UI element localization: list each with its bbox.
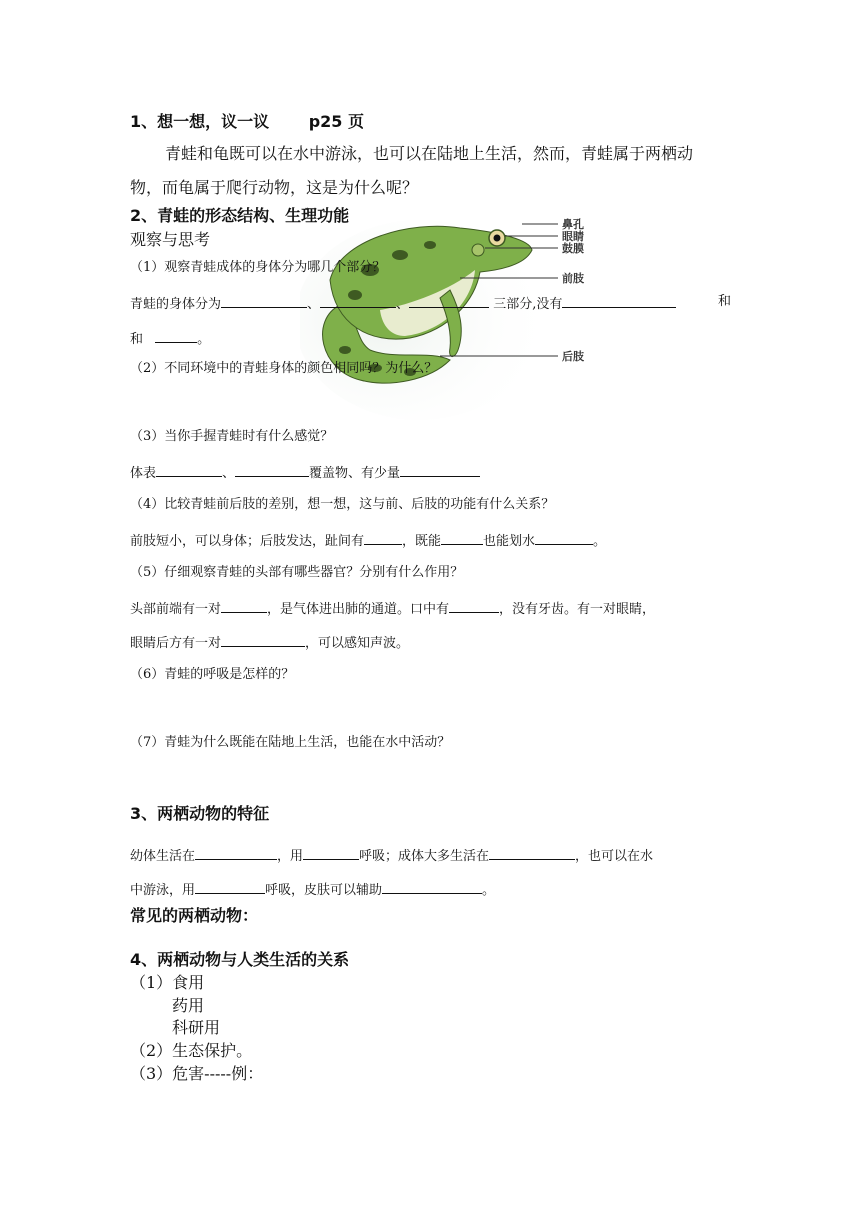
section-1-heading: 1、想一想，议一议: [130, 112, 270, 131]
section-1-title: [130, 114, 364, 130]
section-3-line-1: [130, 847, 653, 863]
relation-item-1: （1）食用: [130, 973, 205, 992]
blank[interactable]: [195, 881, 265, 894]
answer-5-text: ，可以感知声波。: [305, 636, 410, 651]
section-3-text: 呼吸；成体大多生活在: [359, 849, 490, 864]
answer-3: [130, 464, 480, 480]
section-1-paragraph-line-2: 物，而龟属于爬行动物，这是为什么呢？: [130, 178, 419, 197]
common-amphibians-heading: 常见的两栖动物：: [130, 906, 259, 925]
blank[interactable]: [221, 295, 307, 308]
section-4-title: 4、两栖动物与人类生活的关系: [130, 950, 350, 969]
section-2-title: 2、青蛙的形态结构、生理功能: [130, 206, 350, 225]
section-3-text: 幼体生活在: [130, 849, 196, 864]
answer-5-text: ，是气体进出肺的通道。口中有: [267, 602, 450, 617]
answer-4-text: 。: [593, 534, 607, 549]
blank[interactable]: [535, 532, 593, 545]
frog-diagram: [300, 210, 600, 420]
question-3: （3）当你手握青蛙时有什么感觉？: [130, 429, 334, 444]
section-3-text: ，也可以在水: [575, 849, 654, 864]
answer-5-text: ，没有牙齿。有一对眼睛，: [499, 602, 656, 617]
answer-1-line-1: [130, 295, 676, 311]
separator: 、: [222, 466, 236, 481]
question-2: （2）不同环境中的青蛙身体的颜色相同吗？为什么？: [130, 361, 438, 376]
label-nostril: 鼻孔: [562, 218, 584, 231]
answer-5-text: 眼睛后方有一对: [130, 636, 222, 651]
section-1-paragraph-line-1: 青蛙和龟既可以在水中游泳，也可以在陆地上生活，然而，青蛙属于两栖动: [165, 144, 694, 163]
question-6: （6）青蛙的呼吸是怎样的？: [130, 667, 295, 682]
answer-5-line-1: [130, 600, 655, 616]
answer-3-text: 覆盖物、有少量: [309, 466, 401, 481]
answer-5-text: 头部前端有一对: [130, 602, 222, 617]
blank[interactable]: [195, 847, 277, 860]
answer-1-line-2: [130, 330, 210, 346]
answer-3-text: 体表: [130, 466, 157, 481]
blank[interactable]: [235, 464, 309, 477]
label-eye: 眼睛: [562, 230, 584, 243]
question-7: （7）青蛙为什么既能在陆地上生活，也能在水中活动？: [130, 735, 451, 750]
observe-subtitle: 观察与思考: [130, 230, 211, 249]
blank[interactable]: [156, 464, 222, 477]
blank[interactable]: [449, 600, 499, 613]
relation-item-2: （2）生态保护。: [130, 1041, 253, 1060]
answer-4: [130, 532, 606, 548]
question-1: （1）观察青蛙成体的身体分为哪几个部分？: [130, 260, 386, 275]
answer-1-text: 和: [130, 332, 144, 347]
frog-pupil: [494, 235, 501, 242]
section-3-text: 中游泳，用: [130, 883, 196, 898]
blank[interactable]: [441, 532, 483, 545]
answer-4-text: 前肢短小，可以身体；后肢发达，趾间有: [130, 534, 365, 549]
blank[interactable]: [382, 881, 482, 894]
relation-item-1b: 药用: [172, 996, 205, 1015]
question-5: （5）仔细观察青蛙的头部有哪些器官？分别有什么作用？: [130, 565, 464, 580]
label-hindlimb: 后肢: [562, 350, 584, 363]
section-3-text: 。: [482, 883, 496, 898]
blank[interactable]: [364, 532, 402, 545]
label-forelimb: 前肢: [562, 272, 584, 285]
question-4: （4）比较青蛙前后肢的差别，想一想，这与前、后肢的功能有什么关系？: [130, 497, 555, 512]
page-reference: p25 页: [308, 112, 365, 131]
answer-1-and: 和: [718, 294, 732, 309]
frog-eardrum: [472, 244, 484, 256]
section-3-line-2: [130, 881, 495, 897]
answer-4-text: 也能划水: [483, 534, 536, 549]
separator: 、: [396, 297, 410, 312]
blank[interactable]: [320, 295, 396, 308]
blank[interactable]: [562, 295, 676, 308]
section-3-text: 呼吸，皮肤可以辅助: [265, 883, 383, 898]
blank[interactable]: [155, 330, 197, 343]
answer-1-text: 三部分,没有: [493, 297, 563, 312]
section-3-text: ，用: [277, 849, 304, 864]
blank[interactable]: [221, 634, 305, 647]
blank[interactable]: [489, 847, 575, 860]
blank[interactable]: [221, 600, 267, 613]
section-3-title: 3、两栖动物的特征: [130, 804, 270, 823]
label-eardrum: 鼓膜: [562, 242, 584, 255]
answer-1-text: 。: [197, 332, 211, 347]
blank[interactable]: [400, 464, 480, 477]
answer-1-text: 青蛙的身体分为: [130, 297, 222, 312]
blank[interactable]: [303, 847, 359, 860]
relation-item-3: （3）危害-----例：: [130, 1064, 264, 1083]
answer-4-text: ，既能: [402, 534, 442, 549]
answer-5-line-2: [130, 634, 409, 650]
separator: 、: [307, 297, 321, 312]
relation-item-1c: 科研用: [172, 1018, 221, 1037]
blank[interactable]: [409, 295, 489, 308]
